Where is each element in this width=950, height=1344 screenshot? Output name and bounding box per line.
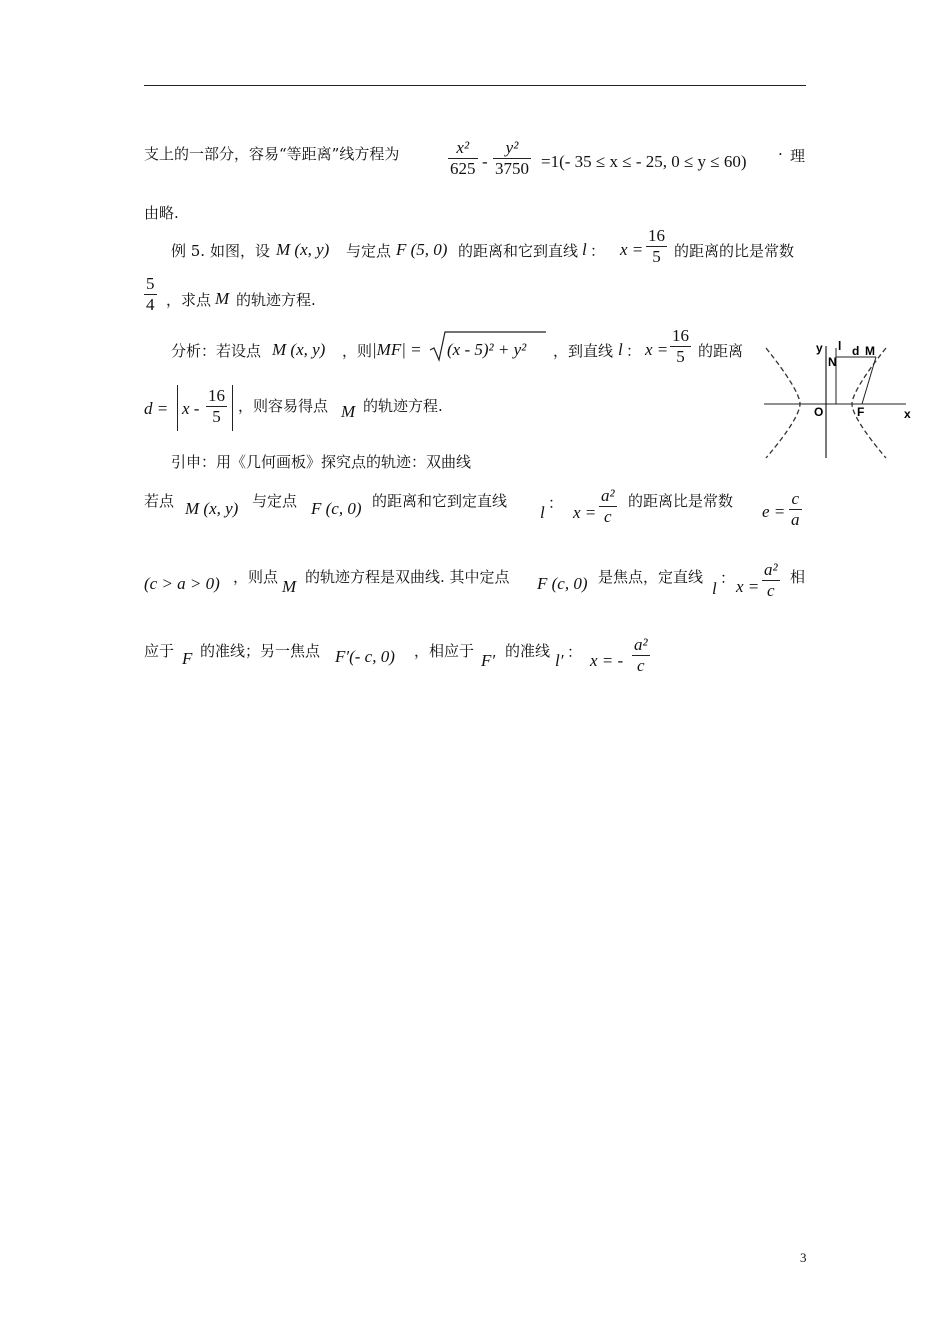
example-label: 例 5. bbox=[171, 242, 206, 260]
an-colon: ： bbox=[626, 342, 642, 360]
den: 625 bbox=[450, 159, 476, 178]
an-l: l bbox=[618, 340, 623, 359]
den: c bbox=[637, 656, 645, 675]
fraction-16-5 bbox=[646, 226, 667, 267]
ex-x-eq: x = bbox=[620, 240, 644, 259]
an-text-a: 分析：若设点 bbox=[171, 342, 262, 360]
fig-l-label: l bbox=[838, 339, 842, 353]
an-d-eq: d = bbox=[144, 399, 169, 418]
den: a bbox=[791, 510, 800, 529]
intro-text: 引申：用《几何画板》探究点的轨迹：双曲线 bbox=[171, 453, 472, 471]
fraction-a2-c bbox=[599, 486, 617, 527]
an-text-b: ，则 bbox=[342, 342, 373, 360]
g2-F-expr: F (c, 0) bbox=[537, 574, 588, 593]
den: 3750 bbox=[495, 159, 529, 178]
fraction-y2-3750 bbox=[493, 138, 531, 179]
fraction-16-5-b bbox=[670, 326, 691, 367]
abs-bar-right bbox=[232, 385, 233, 431]
num: a² bbox=[764, 560, 778, 579]
g1-colon: ： bbox=[548, 494, 564, 512]
fraction-a2-c-c bbox=[632, 635, 650, 676]
g1-l: l bbox=[540, 503, 545, 522]
equation-rest: =1(- 35 ≤ x ≤ - 25, 0 ≤ y ≤ 60) bbox=[541, 152, 747, 171]
fig-y-label: y bbox=[816, 341, 823, 355]
den: c bbox=[767, 581, 775, 600]
minus-sign: - bbox=[482, 152, 488, 171]
line1-dot: . bbox=[778, 141, 783, 159]
g1-text-d: 的距离比是常数 bbox=[628, 492, 734, 510]
ex-text-e: ，求点 bbox=[166, 291, 212, 309]
fig-d-label: d bbox=[852, 344, 860, 358]
ex-M: M bbox=[215, 289, 230, 308]
g2-text-c: 是焦点，定直线 bbox=[598, 568, 704, 586]
ex-colon: ： bbox=[590, 242, 606, 260]
an-text-c: ，到直线 bbox=[553, 342, 614, 360]
num: 16 bbox=[648, 226, 665, 245]
ex-text-d: 的距离的比是常数 bbox=[674, 242, 795, 260]
g3-text-c: ，相应于 bbox=[414, 642, 475, 660]
g3-F2-expr: F′(- c, 0) bbox=[335, 647, 395, 666]
g2-text-d: 相 bbox=[790, 568, 806, 586]
g3-text-b: 的准线；另一焦点 bbox=[200, 642, 321, 660]
an-sqrt-expr: (x - 5)² + y² bbox=[447, 340, 527, 359]
g1-text-c: 的距离和它到定直线 bbox=[372, 492, 508, 510]
page-number: 3 bbox=[800, 1250, 807, 1265]
num: 16 bbox=[672, 326, 689, 345]
g3-colon: ： bbox=[567, 643, 583, 661]
ex-text-a: 如图，设 bbox=[210, 242, 271, 260]
abs-bar-left bbox=[177, 385, 178, 431]
fig-N-label: N bbox=[828, 355, 837, 369]
num: a² bbox=[634, 635, 648, 654]
ex-l: l bbox=[582, 240, 587, 259]
fig-O-label: O bbox=[814, 405, 824, 419]
an-text-d: 的距离 bbox=[698, 342, 744, 360]
g3-text-d: 的准线 bbox=[505, 642, 551, 660]
ex-text-f: 的轨迹方程. bbox=[236, 291, 316, 309]
g1-x-eq: x = bbox=[573, 503, 597, 522]
fig-x-label: x bbox=[904, 407, 911, 421]
header-rule bbox=[144, 85, 806, 86]
g1-F-expr: F (c, 0) bbox=[311, 499, 362, 518]
g2-x-eq: x = bbox=[736, 577, 760, 596]
den: 4 bbox=[146, 295, 155, 314]
fraction-c-a bbox=[789, 489, 802, 530]
g3-F: F bbox=[182, 649, 193, 668]
fraction-x2-625 bbox=[448, 138, 478, 179]
line2-text: 由略. bbox=[144, 204, 179, 222]
line1-text-a: 支上的一部分，容易“等距离”线方程为 bbox=[144, 145, 400, 163]
g1-text-b: 与定点 bbox=[252, 492, 298, 510]
an-MF-expr: |MF| = bbox=[372, 340, 422, 359]
g1-M-expr: M (x, y) bbox=[185, 499, 239, 518]
fraction-5-4 bbox=[144, 274, 157, 315]
an-text-f: 的轨迹方程. bbox=[363, 397, 443, 415]
g2-M: M bbox=[282, 577, 297, 596]
ex-text-b: 与定点 bbox=[346, 242, 392, 260]
fraction-a2-c-b bbox=[762, 560, 780, 601]
an-abs-left: x - bbox=[182, 399, 200, 418]
g1-e-eq: e = bbox=[762, 502, 786, 521]
num: c bbox=[791, 489, 800, 508]
g2-cond: (c > a > 0) bbox=[144, 574, 220, 593]
an-text-e: ，则容易得点 bbox=[238, 397, 329, 415]
g2-colon: ： bbox=[720, 569, 736, 587]
hyperbola-figure bbox=[760, 338, 920, 463]
g2-text-a: ，则点 bbox=[233, 568, 279, 586]
ex-F-expr: F (5, 0) bbox=[396, 240, 448, 259]
den: 5 bbox=[646, 246, 667, 267]
num: y² bbox=[505, 138, 519, 157]
ex-M-expr: M (x, y) bbox=[276, 240, 330, 259]
den: c bbox=[604, 507, 612, 526]
g1-text-a: 若点 bbox=[144, 492, 175, 510]
fig-F-label: F bbox=[857, 405, 865, 419]
g3-l2: l′ bbox=[555, 651, 564, 670]
num: 5 bbox=[146, 274, 155, 293]
g3-F2: F′ bbox=[481, 651, 496, 670]
den: 5 bbox=[206, 406, 227, 427]
an-M: M bbox=[341, 402, 356, 421]
den: 5 bbox=[670, 346, 691, 367]
line1-text-b: 理 bbox=[790, 147, 806, 165]
num: 16 bbox=[208, 386, 225, 405]
fraction-16-5-c bbox=[206, 386, 227, 427]
g2-text-b: 的轨迹方程是双曲线. 其中定点 bbox=[305, 568, 510, 586]
an-M-expr: M (x, y) bbox=[272, 340, 326, 359]
g3-x-eq: x = - bbox=[590, 651, 624, 670]
g3-text-a: 应于 bbox=[144, 642, 175, 660]
fig-M-label: M bbox=[865, 344, 875, 358]
num: a² bbox=[601, 486, 615, 505]
ex-text-c: 的距离和它到直线 bbox=[458, 242, 579, 260]
an-x-eq: x = bbox=[645, 340, 669, 359]
g2-l: l bbox=[712, 579, 717, 598]
num: x² bbox=[456, 138, 470, 157]
